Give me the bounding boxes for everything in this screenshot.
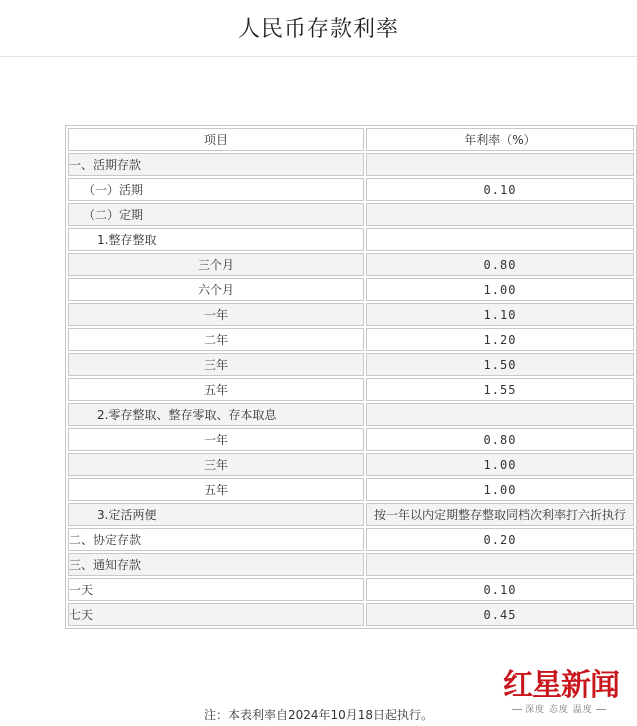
table-header-row [68,128,634,151]
row-label: 三年 [68,453,364,476]
table-row [68,228,634,251]
row-rate: 1.00 [366,478,634,501]
row-label: 1.整存整取 [68,228,364,251]
row-rate: 1.55 [366,378,634,401]
table-row [68,253,634,276]
row-label: 三年 [68,353,364,376]
table-row [68,403,634,426]
table-row [68,378,634,401]
row-rate: 1.00 [366,278,634,301]
row-rate [366,228,634,251]
row-rate: 1.50 [366,353,634,376]
row-label: 三、通知存款 [68,553,364,576]
row-label: 一年 [68,303,364,326]
row-label: 五年 [68,378,364,401]
row-rate: 0.10 [366,578,634,601]
row-rate: 0.45 [366,603,634,626]
table-row [68,428,634,451]
table-row [68,328,634,351]
table-row [68,203,634,226]
row-rate [366,153,634,176]
row-rate: 1.00 [366,453,634,476]
row-rate: 1.10 [366,303,634,326]
deposit-rate-table [65,125,637,629]
row-label: （一）活期 [68,178,364,201]
logo-wordmark: 红星新闻 [503,668,619,703]
row-rate [366,553,634,576]
row-label: 六个月 [68,278,364,301]
row-rate: 按一年以内定期整存整取同档次利率打六折执行 [366,503,634,526]
table-row [68,503,634,526]
table-row [68,353,634,376]
table-row [68,303,634,326]
row-rate [366,403,634,426]
row-label: 一、活期存款 [68,153,364,176]
table-row [68,178,634,201]
row-rate: 1.20 [366,328,634,351]
row-label: 五年 [68,478,364,501]
title-divider [0,56,637,57]
page-title: 人民币存款利率 [237,17,399,42]
row-rate: 0.20 [366,528,634,551]
row-label: 二、协定存款 [68,528,364,551]
row-rate [366,203,634,226]
row-rate: 0.10 [366,178,634,201]
row-label: 二年 [68,328,364,351]
footnote: 注：本表利率自2024年10月18日起执行。 [203,708,434,722]
row-label: 一年 [68,428,364,451]
table-row [68,453,634,476]
table-row [68,478,634,501]
row-rate: 0.80 [366,428,634,451]
row-rate: 0.80 [366,253,634,276]
row-label: （二）定期 [68,203,364,226]
table-row [68,553,634,576]
row-label: 七天 [68,603,364,626]
table-row [68,278,634,301]
row-label: 2.零存整取、整存零取、存本取息 [68,403,364,426]
column-header-item: 项目 [68,128,364,151]
row-label: 3.定活两便 [68,503,364,526]
table-row [68,578,634,601]
table-row [68,153,634,176]
row-label: 三个月 [68,253,364,276]
logo-tagline: 深度 态度 温度 [509,702,609,715]
table-row [68,603,634,626]
table-row [68,528,634,551]
column-header-rate: 年利率（%） [366,128,634,151]
row-label: 一天 [68,578,364,601]
